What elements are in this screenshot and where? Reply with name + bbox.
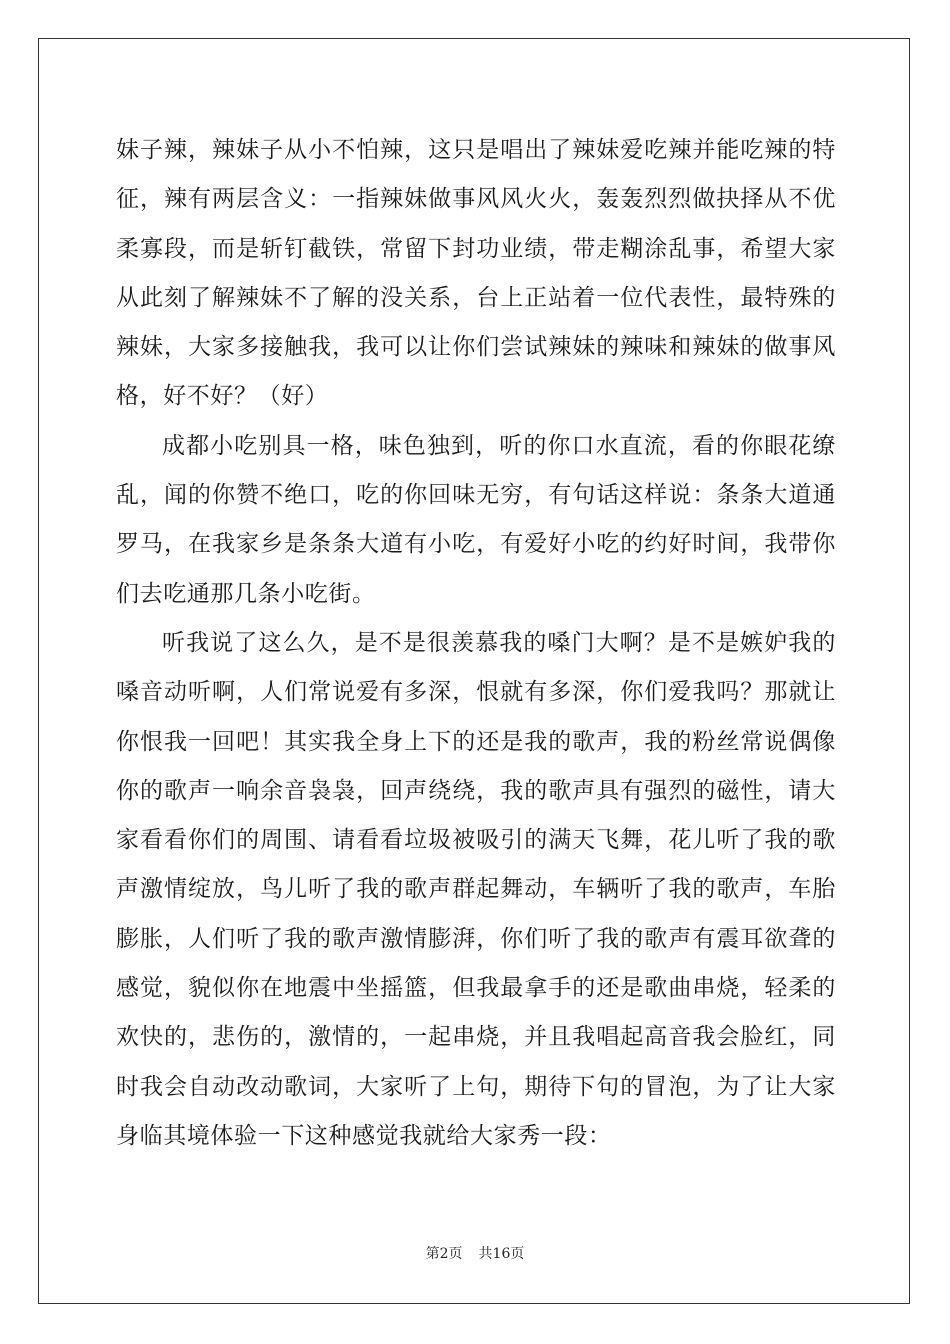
paragraph-3: 听我说了这么久，是不是很羡慕我的嗓门大啊？是不是嫉妒我的嗓音动听啊，人们常说爱有多深，恨就有多深，你们爱我吗？那就让你恨我一回吧！其实我全身上下的还是我的歌声，我的粉丝常说偶像你的歌声一响余音袅袅，回声绕绕，我的歌声具有强烈的磁性，请大家看看你们的周围、请看看垃圾被吸引的满天飞舞，花儿听了我的歌声激情绽放，鸟儿听了我的歌声群起舞动，车辆听了我的歌声，车胎膨胀，人们听了我的歌声激情膨湃，你们听了我的歌声有震耳欲聋的感觉，貌似你在地震中坐摇篮，但我最拿手的还是歌曲串烧，轻柔的欢快的，悲伤的，激情的，一起串烧，并且我唱起高音我会脸红，同时我会自动改动歌词，大家听了上句，期待下句的冒泡，为了让大家身临其境体验一下这种感觉我就给大家秀一段： <box>116 629 836 1149</box>
page-number: 第2页 <box>425 1246 463 1262</box>
document-body <box>116 126 836 1161</box>
page-total: 共16页 <box>478 1246 525 1262</box>
paragraph-2: 成都小吃别具一格，味色独到，听的你口水直流，看的你眼花缭乱，闻的你赞不绝口，吃的你回味无穷，有句话这样说：条条大道通罗马，在我家乡是条条大道有小吃，有爱好小吃的约好时间，我带你们去吃通那几条小吃街。 <box>116 432 836 607</box>
paragraph-1: 妹子辣，辣妹子从小不怕辣，这只是唱出了辣妹爱吃辣并能吃辣的特征，辣有两层含义：一指辣妹做事风风火火，轰轰烈烈做抉择从不优柔寡段，而是斩钉截铁，常留下封功业绩，带走糊涂乱事，希望大家从此刻了解辣妹不了解的没关系，台上正站着一位代表性，最特殊的辣妹，大家多接触我，我可以让你们尝试辣妹的辣味和辣妹的做事风格，好不好？（好） <box>116 137 836 410</box>
page-footer <box>0 1244 950 1264</box>
